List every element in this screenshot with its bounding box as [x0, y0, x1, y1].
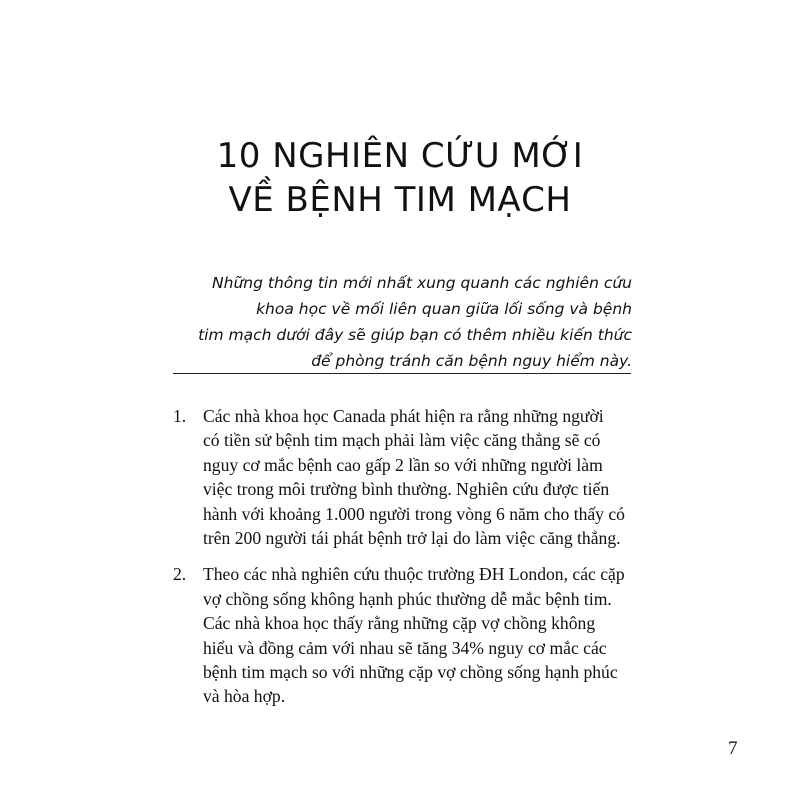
list-item-number: 2.	[173, 564, 187, 585]
list-item-line: có tiền sử bệnh tim mạch phải làm việc căng thẳng sẽ có	[203, 430, 601, 451]
list-item-line: nguy cơ mắc bệnh cao gấp 2 lần so với những người làm	[203, 454, 603, 475]
list-item-line: Các nhà khoa học thấy rằng những cặp vợ chồng không	[203, 613, 596, 634]
list-item-line: vợ chồng sống không hạnh phúc thường dễ mắc bệnh tim.	[203, 588, 612, 609]
divider-line	[173, 373, 631, 374]
list-item-line: việc trong môi trường bình thường. Nghiên cứu được tiến	[203, 479, 610, 500]
list-item	[173, 404, 643, 550]
research-list	[173, 404, 643, 721]
list-item-line: hiểu và đồng cảm với nhau sẽ tăng 34% nguy cơ mắc các	[203, 637, 607, 658]
title-line-2: VỀ BỆNH TIM MẠCH	[228, 180, 572, 220]
list-item-line: Theo các nhà nghiên cứu thuộc trường ĐH London, các cặp	[203, 564, 625, 585]
intro-line: tim mạch dưới đây sẽ giúp bạn có thêm nhiều kiến thức	[198, 326, 632, 344]
page-number: 7	[728, 738, 738, 759]
intro-paragraph	[170, 270, 632, 374]
list-item-line: và hòa hợp.	[203, 686, 286, 707]
title-line-1: 10 NGHIÊN CỨU MỚI	[216, 136, 584, 176]
list-item-line: bệnh tim mạch so với những cặp vợ chồng sống hạnh phúc	[203, 662, 618, 683]
list-item-line: trên 200 người tái phát bệnh trở lại do làm việc căng thẳng.	[203, 528, 621, 549]
list-item-line: Các nhà khoa học Canada phát hiện ra rằng những người	[203, 406, 604, 426]
intro-line: khoa học về mối liên quan giữa lối sống và bệnh	[256, 300, 632, 318]
list-item-number: 1.	[173, 406, 187, 426]
page-title	[100, 134, 700, 222]
list-item	[173, 562, 643, 708]
list-item-line: hành với khoảng 1.000 người trong vòng 6 năm cho thấy có	[203, 503, 625, 524]
intro-line: Những thông tin mới nhất xung quanh các nghiên cứu	[212, 274, 632, 292]
intro-line: để phòng tránh căn bệnh nguy hiểm này.	[311, 352, 632, 370]
